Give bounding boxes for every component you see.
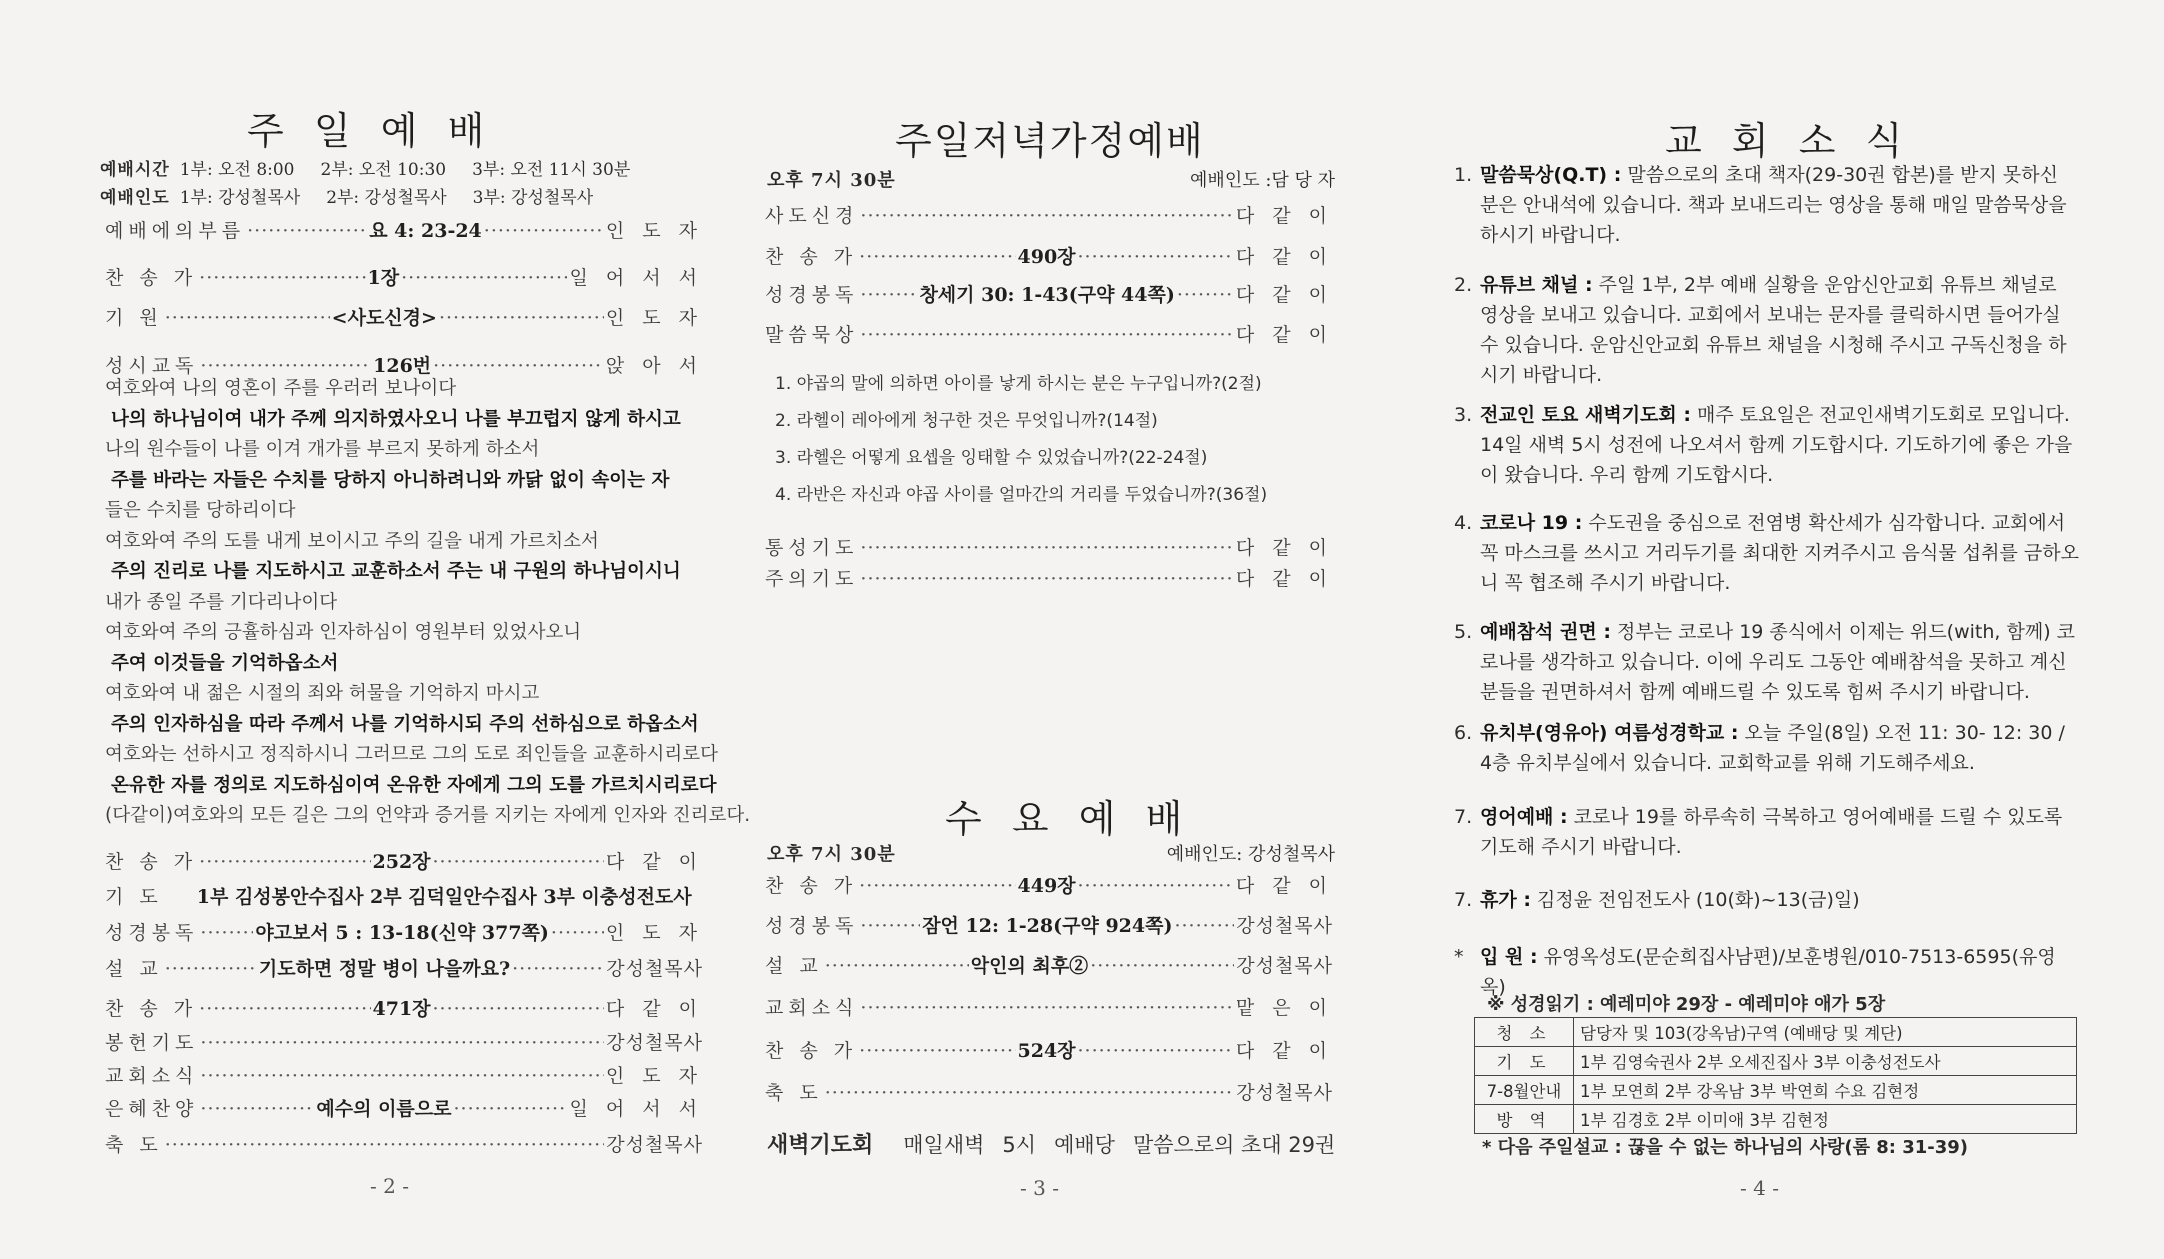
order-label: 주의기도: [765, 568, 859, 590]
order-row: [765, 201, 1333, 228]
order-row: [105, 216, 703, 243]
news-number: 7.: [1454, 889, 1473, 911]
leader-dots: [1174, 915, 1234, 937]
order-person: 다 같 이: [1235, 1040, 1334, 1062]
order-row: [105, 918, 703, 945]
order-row: [105, 994, 703, 1021]
leader-dots: [1078, 875, 1234, 897]
news-item: [1454, 885, 2080, 915]
duty-category: 기 도: [1475, 1047, 1574, 1076]
order-person: 다 같 이: [1235, 284, 1333, 306]
leader-dots: [200, 1098, 314, 1120]
leader-line: (다같이)여호와의 모든 길은 그의 언약과 증거를 지키는 자에게 인자와 진리로다.: [105, 805, 751, 826]
news-item: [1454, 718, 2080, 778]
order-person: 다 같 이: [605, 998, 704, 1020]
duty-table: [1474, 1017, 2077, 1134]
order-row: [765, 911, 1333, 938]
news-number: 7.: [1454, 806, 1473, 828]
duty-assignees: 1부 모연희 2부 강옥남 3부 박연희 수요 김현정: [1574, 1076, 2077, 1105]
leader-dots: [433, 998, 604, 1020]
order-row: [105, 1130, 703, 1157]
duty-assignees: 담당자 및 103(강옥남)구역 (예배당 및 계단): [1574, 1018, 2077, 1047]
order-label: 예배에의부름: [105, 220, 246, 242]
order-value: 예수의 이름으로: [316, 1098, 452, 1120]
order-row: [105, 1061, 703, 1088]
congregation-line: 주의 인자하심을 따라 주께서 나를 기억하시되 주의 선하심으로 하옵소서: [111, 713, 699, 735]
leader-dots: [859, 875, 1015, 897]
evening-worship-header: 오후 7시 30분 예배인도 :담 당 자: [767, 170, 1335, 191]
question-item: 2. 라헬이 레아에게 청구한 것은 무엇입니까?(14절): [775, 411, 1158, 431]
congregation-line: 주여 이것들을 기억하옵소서: [111, 652, 339, 674]
news-number: 1.: [1454, 164, 1473, 186]
next-sermon: * 다음 주일설교 : 끊을 수 없는 하나님의 사랑(롬 8: 31-39): [1482, 1137, 1969, 1158]
leader-dots: [860, 537, 1233, 559]
order-label: 찬 송 가: [765, 246, 858, 268]
leader-dots: [860, 205, 1233, 227]
order-label: 통성기도: [765, 537, 859, 559]
meditation-questions: [775, 366, 1355, 514]
worship-time-line: 예배시간 1부: 오전 8:00 2부: 오전 10:30 3부: 오전 11시 30분: [100, 160, 631, 180]
wednesday-worship-title: 수 요 예 배: [945, 797, 1185, 841]
order-person: 다 같 이: [1235, 875, 1334, 897]
order-row: [105, 1094, 703, 1121]
page-number: - 3 -: [1020, 1176, 1059, 1200]
leader-line: 내가 종일 주를 기다리나이다: [105, 591, 338, 613]
order-row: [765, 951, 1333, 978]
leader-dots: [825, 1082, 1234, 1104]
leader-dots: [860, 284, 917, 306]
leader-dots: [860, 324, 1233, 346]
order-row: [765, 242, 1333, 269]
order-person: 일 어 서 서: [569, 1098, 703, 1120]
news-number: *: [1454, 946, 1464, 968]
order-row: [765, 1036, 1333, 1063]
order-value: 1장: [367, 267, 400, 289]
order-label: 기 원: [105, 307, 163, 329]
leader-dots: [439, 307, 604, 329]
order-label: 교회소식: [105, 1065, 199, 1087]
order-row: [105, 954, 703, 981]
order-person: 강성철목사: [1236, 915, 1333, 937]
order-person: 다 같 이: [1235, 246, 1334, 268]
dawn-prayer-meeting: 새벽기도회 매일새벽 5시 예배당 말씀으로의 초대 29권: [767, 1133, 1336, 1158]
duty-row: [1475, 1018, 2077, 1047]
duty-category: 7-8월안내: [1475, 1076, 1574, 1105]
news-text: 정부는 코로나 19 종식에서 이제는 위드(with, 함께) 코로나를 생각하고 있습니다. 이에 우리도 그동안 예배참석을 못하고 계신 분들을 권면하셔서 함께 예배드릴 수 있도록 힘써 주시기 바랍니다.: [1480, 621, 2075, 703]
order-person: 인 도 자: [605, 307, 704, 329]
leader-dots: [860, 568, 1233, 590]
order-label: 교회소식: [765, 997, 859, 1019]
leader-dots: [1078, 1040, 1234, 1062]
order-person: 강성철목사: [1236, 955, 1334, 977]
news-number: 3.: [1454, 404, 1473, 426]
duty-assignees: 1부 김영숙권사 2부 오세진집사 3부 이충성전도사: [1574, 1047, 2077, 1076]
order-person: 다 같 이: [1235, 537, 1333, 559]
congregation-line: 온유한 자를 정의로 지도하심이여 온유한 자에게 그의 도를 가르치시리로다: [111, 774, 717, 796]
news-item: [1454, 617, 2080, 707]
leader-line: 나의 원수들이 나를 이겨 개가를 부르지 못하게 하소서: [105, 439, 540, 460]
leader-line: 여호와는 선하시고 정직하시니 그러므로 그의 도로 죄인들을 교훈하시리로다: [105, 744, 719, 765]
question-item: 1. 야곱의 말에 의하면 아이를 낳게 하시는 분은 누구입니까?(2절): [775, 374, 1262, 394]
order-person: 강성철목사: [606, 1032, 703, 1054]
page-3: [735, 0, 1375, 1259]
order-row: [105, 1028, 703, 1055]
leader-line: 여호와여 주의 긍휼하심과 인자하심이 영원부터 있었사오니: [105, 622, 582, 643]
duty-row: [1475, 1105, 2077, 1134]
order-label: 찬 송 가: [765, 1040, 858, 1062]
news-text: 말씀으로의 초대 책자(29-30권 합본)를 받지 못하신 분은 안내석에 있습니다. 책과 보내드리는 영상을 통해 매일 말씀묵상을 하시기 바랍니다.: [1480, 164, 2067, 246]
order-label: 성경봉독: [105, 922, 199, 944]
order-value: 창세기 30: 1-43(구약 44쪽): [919, 284, 1175, 306]
order-label: 성시교독: [105, 355, 199, 377]
church-news-title: 교 회 소 식: [1665, 119, 1905, 163]
leader-dots: [859, 1040, 1015, 1062]
order-label: 은혜찬양: [105, 1098, 199, 1120]
worship-leader-line: 예배인도 1부: 강성철목사 2부: 강성철목사 3부: 강성철목사: [100, 188, 594, 208]
order-person: 다 같 이: [1235, 324, 1333, 346]
page-number: - 4 -: [1740, 1176, 1779, 1200]
bible-reading: ※ 성경읽기 : 예레미야 29장 - 예레미야 애가 5장: [1487, 994, 1886, 1015]
congregation-line: 나의 하나님이여 내가 주께 의지하였사오니 나를 부끄럽지 않게 하시고: [111, 408, 681, 430]
news-text: 주일 1부, 2부 예배 실황을 운암신안교회 유튜브 채널로 영상을 보내고 있습니다. 교회에서 보내는 문자를 클릭하시면 들어가실 수 있습니다. 운암신안교회 유튜브 채널을 시청해 주시고 구독신청을 하시기 바랍니다.: [1480, 274, 2067, 386]
order-label: 설 교: [765, 955, 823, 977]
order-person: 강성철목사: [606, 1134, 703, 1156]
leader-dots: [200, 922, 253, 944]
congregation-line: 주의 진리로 나를 지도하시고 교훈하소서 주는 내 구원의 하나님이시니: [111, 561, 681, 582]
order-label: 성경봉독: [765, 284, 859, 306]
order-value: 490장: [1017, 246, 1076, 268]
duty-category: 방 역: [1475, 1105, 1574, 1134]
leader-line: 여호와여 주의 도를 내게 보이시고 주의 길을 내게 가르치소서: [105, 530, 599, 552]
leader-dots: [484, 220, 604, 242]
news-number: 6.: [1454, 722, 1473, 744]
leader-line: 들은 수치를 당하리이다: [105, 500, 296, 521]
leader-dots: [199, 267, 365, 289]
order-person: 맡 은 이: [1235, 997, 1333, 1019]
duty-assignees: 1부 김경호 2부 이미애 3부 김현정: [1574, 1105, 2077, 1134]
news-heading: 예배참석 권면 :: [1480, 621, 1611, 643]
news-text: 코로나 19를 하루속히 극복하고 영어예배를 드릴 수 있도록 기도해 주시기 바랍니다.: [1480, 806, 2063, 858]
duty-category: 청 소: [1475, 1018, 1574, 1047]
order-value: 요 4: 23-24: [369, 220, 482, 242]
order-row: [105, 303, 703, 330]
leader-dots: [165, 1134, 604, 1156]
news-text: 김정윤 전임전도사 (10(화)~13(금)일): [1530, 889, 1860, 911]
order-row: [765, 993, 1333, 1020]
order-value: 악인의 최후②: [970, 955, 1089, 977]
news-text: 유영옥성도(문순희집사남편)/보훈병원/010-7513-6595(유영옥): [1480, 946, 2056, 998]
question-item: 3. 라헬은 어떻게 요셉을 잉태할 수 있었습니까?(22-24절): [775, 448, 1208, 468]
responsive-reading: [105, 374, 751, 832]
news-number: 2.: [1454, 274, 1473, 296]
leader-dots: [825, 955, 969, 977]
leader-dots: [551, 922, 604, 944]
news-item: [1454, 400, 2080, 490]
leader-dots: [453, 1098, 567, 1120]
leader-dots: [199, 851, 370, 873]
news-heading: 휴가 :: [1480, 889, 1531, 911]
leader-dots: [1090, 955, 1234, 977]
news-number: 5.: [1454, 621, 1473, 643]
order-person: 강성철목사: [606, 958, 704, 980]
congregation-line: 주를 바라는 자들은 수치를 당하지 아니하려니와 까닭 없이 속이는 자: [111, 469, 670, 491]
duty-row: [1475, 1047, 2077, 1076]
leader-dots: [200, 1065, 603, 1087]
order-label: 성경봉독: [765, 915, 859, 937]
news-item: [1454, 802, 2080, 862]
order-label: 찬 송 가: [105, 998, 198, 1020]
sunday-worship-title: 주 일 예 배: [247, 109, 487, 153]
news-text: 오늘 주일(8일) 오전 11: 30- 12: 30 / 4층 유치부실에서 있습니다. 교회학교를 위해 기도해주세요.: [1480, 722, 2065, 774]
news-item: [1454, 160, 2080, 250]
order-row: [765, 1078, 1333, 1105]
news-heading: 입 원 :: [1480, 946, 1538, 968]
news-text: 매주 토요일은 전교인새벽기도회로 모입니다. 14일 새벽 5시 성전에 나오셔서 함께 기도합시다. 기도하기에 좋은 가을이 왔습니다. 우리 함께 기도합시다.: [1480, 404, 2073, 486]
order-label: 찬 송 가: [105, 267, 198, 289]
news-heading: 유치부(영유아) 여름성경학교 :: [1480, 722, 1739, 744]
order-row: [765, 533, 1333, 560]
question-item: 4. 라반은 자신과 야곱 사이를 얼마간의 거리를 두었습니까?(36절): [775, 485, 1268, 505]
order-row: [105, 263, 703, 290]
news-heading: 전교인 토요 새벽기도회 :: [1480, 404, 1691, 426]
leader-dots: [401, 267, 567, 289]
news-number: 4.: [1454, 512, 1473, 534]
news-heading: 영어예배 :: [1480, 806, 1568, 828]
order-value: 471장: [372, 998, 431, 1020]
order-label: 말씀묵상: [765, 324, 859, 346]
leader-dots: [165, 307, 330, 329]
leader-dots: [859, 246, 1015, 268]
news-item: [1454, 270, 2080, 390]
order-value: 252장: [372, 851, 431, 873]
order-person: 다 같 이: [605, 851, 704, 873]
news-text: 수도권을 중심으로 전염병 확산세가 심각합니다. 교회에서 꼭 마스크를 쓰시고 거리두기를 최대한 지켜주시고 음식물 섭취를 금하오니 꼭 협조해 주시기 바랍니다.: [1480, 512, 2079, 594]
evening-worship-title: 주일저녁가정예배: [895, 119, 1205, 163]
order-person: 인 도 자: [605, 922, 703, 944]
order-label: 기 도: [105, 886, 163, 908]
order-value: <사도신경>: [331, 307, 437, 329]
page-2: [0, 0, 751, 1259]
prayer-row: [105, 882, 703, 909]
order-row: [765, 564, 1333, 591]
leader-dots: [512, 958, 604, 980]
wednesday-worship-header: 오후 7시 30분 예배인도: 강성철목사: [767, 844, 1335, 865]
order-label: 설 교: [105, 958, 163, 980]
leader-dots: [200, 1032, 604, 1054]
order-person: 앉 아 서: [605, 355, 703, 377]
order-label: 축 도: [105, 1134, 163, 1156]
order-row: [765, 280, 1333, 307]
order-row: [105, 847, 703, 874]
order-person: 다 같 이: [1235, 205, 1333, 227]
order-value: 잠언 12: 1-28(구약 924쪽): [922, 915, 1173, 937]
duty-row: [1475, 1076, 2077, 1105]
news-heading: 말씀묵상(Q.T) :: [1480, 164, 1622, 186]
order-row: [765, 320, 1333, 347]
leader-dots: [433, 851, 604, 873]
leader-dots: [199, 998, 370, 1020]
leader-line: 여호와여 내 젊은 시절의 죄와 허물을 기억하지 마시고: [105, 683, 540, 704]
leader-dots: [165, 958, 257, 980]
order-value: 449장: [1017, 875, 1076, 897]
leader-dots: [247, 220, 367, 242]
order-label: 찬 송 가: [105, 851, 198, 873]
order-value: 524장: [1017, 1040, 1076, 1062]
order-person: 강성철목사: [1236, 1082, 1333, 1104]
leader-dots: [1177, 284, 1234, 306]
leader-dots: [860, 915, 920, 937]
order-label: 사도신경: [765, 205, 859, 227]
order-value: 기도하면 정말 병이 나을까요?: [258, 958, 511, 980]
order-value: 야고보서 5 : 13-18(신약 377쪽): [255, 922, 549, 944]
prayer-assignments: 1부 김성봉안수집사 2부 김덕일안수집사 3부 이충성전도사: [196, 886, 692, 908]
leader-line: 여호와여 나의 영혼이 주를 우러러 보나이다: [105, 378, 457, 399]
news-heading: 코로나 19 :: [1480, 512, 1583, 534]
news-item: [1454, 508, 2080, 598]
order-person: 인 도 자: [605, 1065, 703, 1087]
news-heading: 유튜브 채널 :: [1480, 274, 1593, 296]
leader-dots: [860, 997, 1233, 1019]
order-label: 축 도: [765, 1082, 823, 1104]
order-person: 일 어 서 서: [569, 267, 703, 289]
order-person: 인 도 자: [605, 220, 703, 242]
order-value: 126번: [373, 355, 432, 377]
leader-dots: [1078, 246, 1234, 268]
page-number: - 2 -: [370, 1174, 409, 1198]
order-label: 찬 송 가: [765, 875, 858, 897]
order-label: 봉헌기도: [105, 1032, 199, 1054]
order-person: 다 같 이: [1235, 568, 1333, 590]
order-row: [765, 871, 1333, 898]
